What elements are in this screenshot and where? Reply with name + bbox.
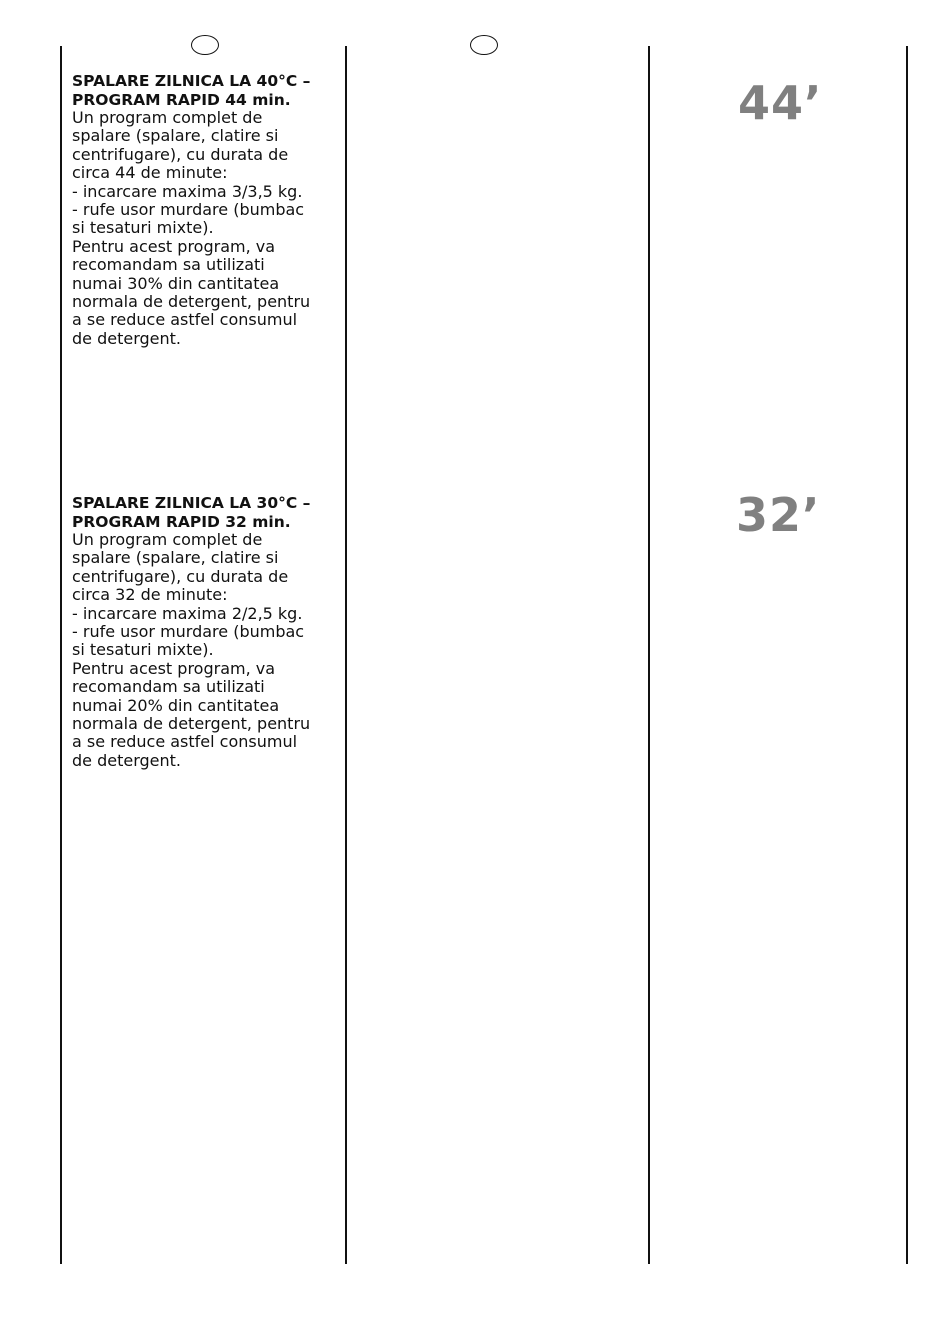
heading-line: PROGRAM RAPID 44 min. (72, 90, 291, 109)
text-line: recomandam sa utilizati (72, 677, 265, 697)
text-line: circa 32 de minute: (72, 585, 228, 605)
language-marker-circle-right (470, 35, 498, 55)
column-divider-right (648, 46, 650, 1264)
duration-label-32: 32’ (736, 488, 821, 542)
text-line: - rufe usor murdare (bumbac (72, 622, 305, 642)
program-description (72, 109, 342, 348)
language-marker-circle-left (191, 35, 219, 55)
program-description (72, 531, 342, 770)
column-divider-left (60, 46, 62, 1264)
program-heading (72, 72, 342, 109)
text-line: a se reduce astfel consumul (72, 310, 298, 330)
text-line: de detergent. (72, 328, 181, 348)
text-line: si tesaturi mixte). (72, 218, 214, 238)
program-heading (72, 494, 342, 531)
text-line: circa 44 de minute: (72, 163, 228, 183)
text-line: centrifugare), cu durata de (72, 144, 289, 164)
text-line: de detergent. (72, 750, 181, 770)
text-line: Pentru acest program, va (72, 658, 276, 678)
text-line: a se reduce astfel consumul (72, 732, 298, 752)
text-line: si tesaturi mixte). (72, 640, 214, 660)
column-divider-far-right (906, 46, 908, 1264)
column-divider-middle (345, 46, 347, 1264)
text-line: numai 20% din cantitatea (72, 695, 280, 715)
text-line: spalare (spalare, clatire si (72, 126, 279, 146)
text-line: normala de detergent, pentru (72, 292, 311, 312)
text-line: Un program complet de (72, 108, 263, 127)
duration-label-44: 44’ (738, 76, 823, 130)
text-line: - incarcare maxima 2/2,5 kg. (72, 603, 303, 623)
text-line: spalare (spalare, clatire si (72, 548, 279, 568)
text-line: centrifugare), cu durata de (72, 566, 289, 586)
text-line: Pentru acest program, va (72, 236, 276, 256)
text-line: numai 30% din cantitatea (72, 273, 280, 293)
text-line: normala de detergent, pentru (72, 714, 311, 734)
text-line: - incarcare maxima 3/3,5 kg. (72, 181, 303, 201)
text-line: - rufe usor murdare (bumbac (72, 200, 305, 220)
text-line: recomandam sa utilizati (72, 255, 265, 275)
program-section-30c (72, 494, 342, 770)
heading-line: PROGRAM RAPID 32 min. (72, 512, 291, 531)
text-line: Un program complet de (72, 530, 263, 549)
heading-line: SPALARE ZILNICA LA 30°C – (72, 494, 311, 512)
program-section-40c (72, 72, 342, 348)
heading-line: SPALARE ZILNICA LA 40°C – (72, 72, 311, 90)
